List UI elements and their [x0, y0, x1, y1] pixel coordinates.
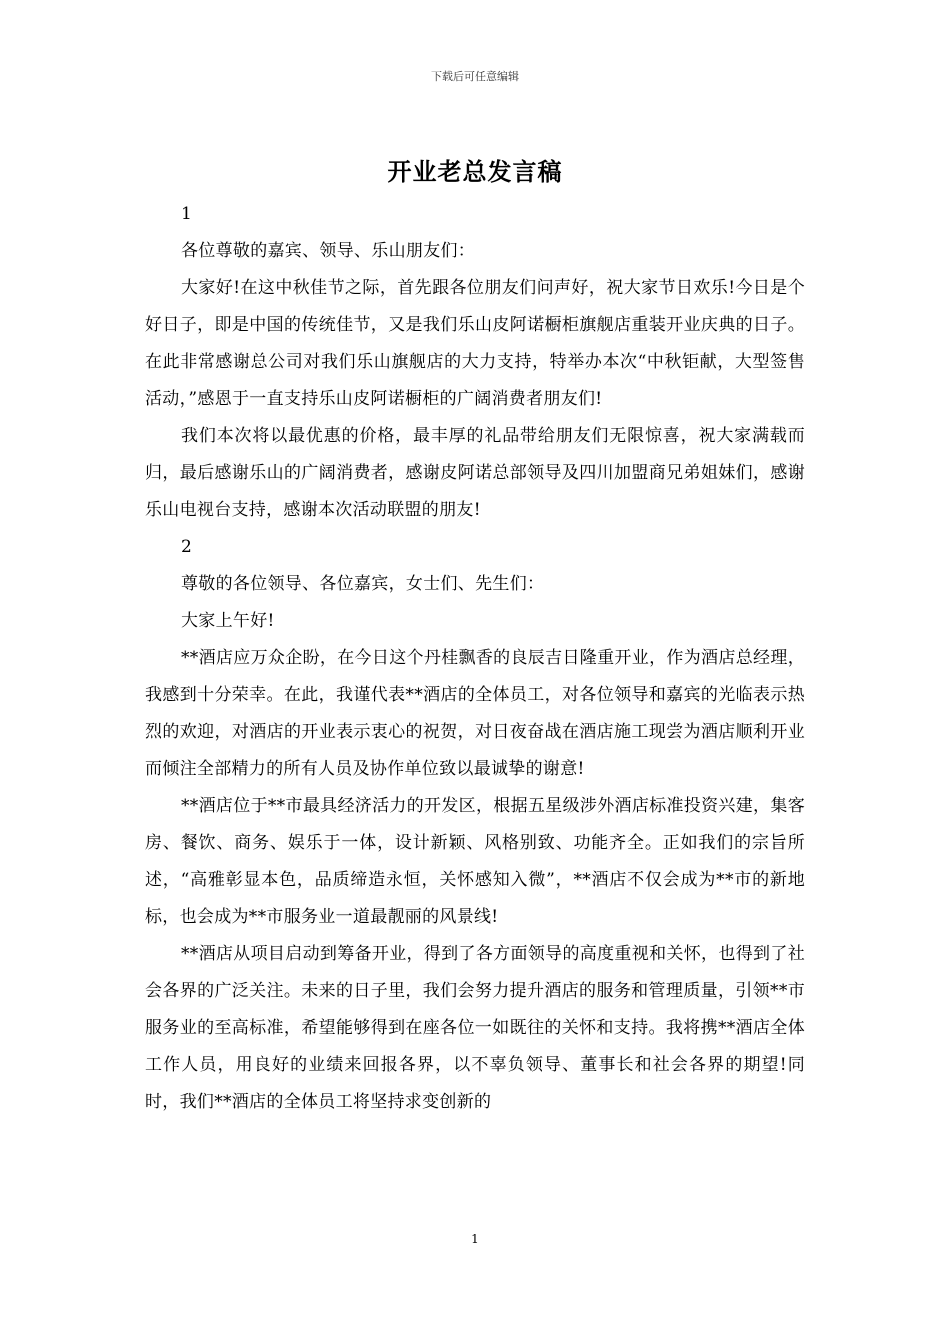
salutation: 各位尊敬的嘉宾、领导、乐山朋友们： [181, 241, 476, 261]
document-body [145, 196, 805, 1121]
page-number: 1 [471, 1232, 479, 1246]
body-paragraph: 我们本次将以最优惠的价格，最丰厚的礼品带给朋友们无限惊喜，祝大家满载而归，最后感谢乐山的广阔消费者，感谢皮阿诺总部领导及四川加盟商兄弟姐妹们，感谢乐山电视台支持，感谢本次活动联盟的朋友! [145, 426, 805, 520]
document-title: 开业老总发言稿 [387, 158, 563, 186]
section-number: 1 [181, 204, 193, 224]
greeting: 大家上午好! [181, 611, 275, 631]
body-paragraph: **酒店位于**市最具经济活力的开发区，根据五星级涉外酒店标准投资兴建，集客房、餐饮、商务、娱乐于一体，设计新颖、风格别致、功能齐全。正如我们的宗旨所述，“高雅彰显本色，品质缔造永恒，关怀感知入微”，**酒店不仅会成为**市的新地标，也会成为**市服务业一道最靓丽的风景线! [145, 796, 805, 927]
section-number: 2 [181, 537, 193, 557]
body-paragraph: **酒店应万众企盼，在今日这个丹桂飘香的良辰吉日隆重开业，作为酒店总经理，我感到十分荣幸。在此，我谨代表**酒店的全体员工，对各位领导和嘉宾的光临表示热烈的欢迎，对酒店的开业表示衷心的祝贺，对日夜奋战在酒店施工现尝为酒店顺利开业而倾注全部精力的所有人员及协作单位致以最诚挚的谢意! [145, 648, 805, 779]
body-paragraph: **酒店从项目启动到筹备开业，得到了各方面领导的高度重视和关怀，也得到了社会各界的广泛关注。未来的日子里，我们会努力提升酒店的服务和管理质量，引领**市服务业的至高标准，希望能够得到在座各位一如既往的关怀和支持。我将携**酒店全体工作人员，用良好的业绩来回报各界，以不辜负领导、董事长和社会各界的期望!同时，我们**酒店的全体员工将坚持求变创新的 [145, 944, 805, 1112]
header-note: 下载后可任意编辑 [431, 70, 519, 83]
salutation: 尊敬的各位领导、各位嘉宾，女士们、先生们： [181, 574, 545, 594]
body-paragraph: 大家好!在这中秋佳节之际，首先跟各位朋友们问声好，祝大家节日欢乐!今日是个好日子，即是中国的传统佳节，又是我们乐山皮阿诺橱柜旗舰店重装开业庆典的日子。在此非常感谢总公司对我们乐山旗舰店的大力支持，特举办本次“中秋钜献，大型签售活动，”感恩于一直支持乐山皮阿诺橱柜的广阔消费者朋友们! [145, 278, 805, 409]
